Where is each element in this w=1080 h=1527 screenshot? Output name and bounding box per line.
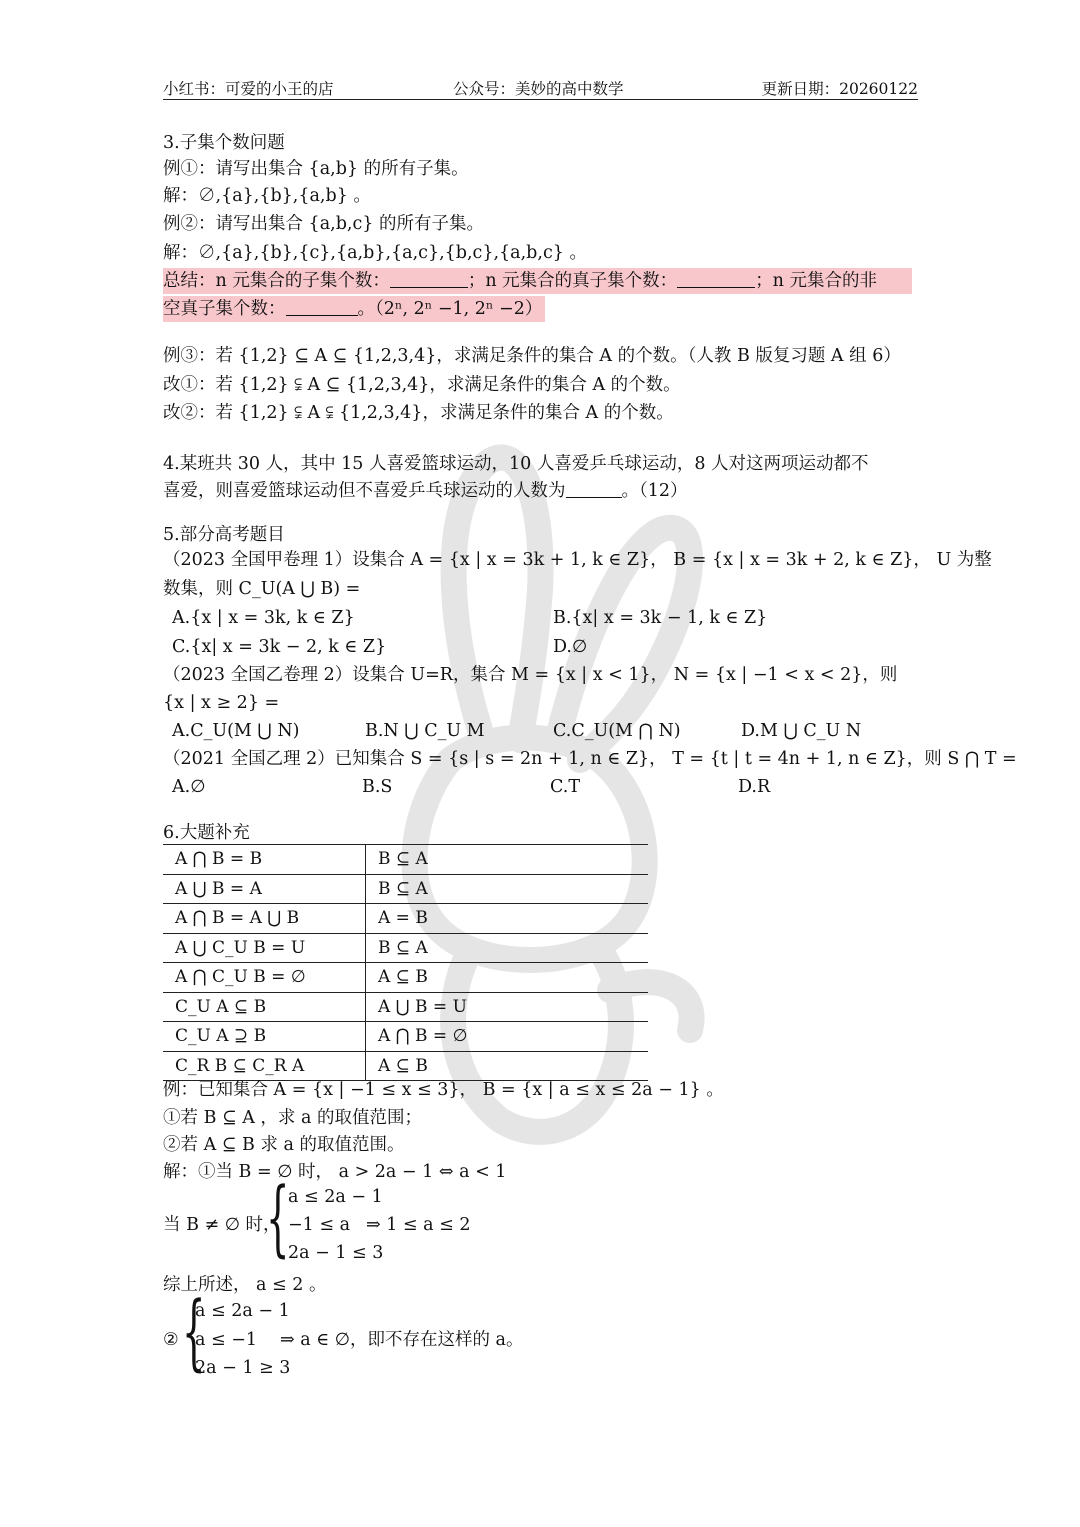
relation-condition: A ⋃ B = A [163,874,366,904]
solution-2-prefix: 当 B ≠ ∅ 时， [163,1215,281,1235]
system-2-eq-1: a ≤ 2a − 1 [195,1301,290,1321]
solution-1: 解：①当 B = ∅ 时， a > 2a − 1 ⇔ a < 1 [163,1162,507,1182]
variant-1: 改①：若 {1,2} ⫋ A ⊆ {1,2,3,4}，求满足条件的集合 A 的个数。 [163,375,681,395]
relation-row [163,874,648,904]
relation-equivalent: B ⊆ A [366,874,649,904]
blank-proper-subset-count [677,269,755,288]
example-1-solution: 解：∅,{a},{b},{a,b} 。 [163,186,371,206]
system-1-eq-3: 2a − 1 ≤ 3 [288,1243,384,1263]
q2-option-b: B.N ⋃ C_U M [365,721,485,741]
q3-option-c: C.T [550,777,581,797]
system-2-result: ⇒ a ∈ ∅，即不存在这样的 a。 [280,1330,524,1350]
relation-condition: C_U A ⊇ B [163,1022,366,1052]
relation-condition: A ⋃ C_U B = U [163,933,366,963]
variant-2: 改②：若 {1,2} ⫋ A ⫋ {1,2,3,4}，求满足条件的集合 A 的个数。 [163,403,674,423]
blank-nonempty-proper-count [286,297,358,316]
q3-option-b: B.S [362,777,393,797]
blank-problem-4 [566,479,622,498]
relation-row [163,1022,648,1052]
relation-condition: C_R B ⊆ C_R A [163,1051,366,1081]
problem-4-answer: 。（12） [621,481,688,501]
relation-row [163,992,648,1022]
q3-option-d: D.R [738,777,771,797]
problem-4-line-2 [163,478,688,504]
brace-system-2: { [182,1285,206,1380]
q3-line-1: （2021 全国乙理 2）已知集合 S = {s | s = 2n + 1, n ∈ Z}， T = {t | t = 4n + 1, n ∈ Z}，则 S ⋂ T = [163,749,1017,769]
section3-title: 3.子集个数问题 [163,133,285,153]
conclusion: 综上所述， a ≤ 2 。 [163,1275,327,1295]
q3-option-a: A.∅ [172,777,206,797]
q2-option-a: A.C_U(M ⋃ N) [172,721,300,741]
relation-equivalent: A ⋃ B = U [366,992,649,1022]
relation-equivalent: B ⊆ A [366,845,649,875]
brace-system-1: { [266,1171,290,1266]
summary-text-d: 空真子集个数： [163,299,286,319]
relation-row [163,845,648,875]
example-3: 例③：若 {1,2} ⊆ A ⊆ {1,2,3,4}，求满足条件的集合 A 的个数。（人教 B 版复习题 A 组 6） [163,346,901,366]
problem-4-line-1: 4.某班共 30 人，其中 15 人喜爱篮球运动，10 人喜爱乒乓球运动，8 人对这两项运动都不 [163,454,869,474]
solution-3-prefix: ② [163,1330,179,1350]
q2-line-2: {x | x ≥ 2} = [163,693,280,713]
relation-condition: C_U A ⊆ B [163,992,366,1022]
summary-text-b: ；n 元集合的真子集个数： [467,271,678,291]
section6-title: 6.大题补充 [163,823,250,843]
relation-equivalent: B ⊆ A [366,933,649,963]
relation-row [163,933,648,963]
summary-text-c: ；n 元集合的非 [755,271,878,291]
q1-line-2: 数集，则 C_U(A ⋃ B) = [163,579,361,599]
relation-equivalent: A ⊆ B [366,963,649,993]
relation-condition: A ⋂ B = A ⋃ B [163,904,366,934]
example-2-solution: 解：∅,{a},{b},{c},{a,b},{a,c},{b,c},{a,b,c} 。 [163,243,587,263]
relation-equivalent: A ⊆ B [366,1051,649,1081]
question-2: ②若 A ⊆ B 求 a 的取值范围。 [163,1135,405,1155]
q1-option-a: A.{x | x = 3k, k ∈ Z} [172,608,355,628]
system-1-eq-2: −1 ≤ a [288,1215,351,1235]
header-center: 公众号：美妙的高中数学 [453,80,624,98]
relation-row [163,904,648,934]
relation-equivalent: A ⋂ B = ∅ [366,1022,649,1052]
problem-4-text: 喜爱，则喜爱篮球运动但不喜爱乒乓球运动的人数为 [163,481,566,501]
blank-subset-count [390,269,468,288]
q2-option-c: C.C_U(M ⋂ N) [553,721,681,741]
summary-text-e: 。（2ⁿ, 2ⁿ −1, 2ⁿ −2） [357,299,543,319]
example-2: 例②：请写出集合 {a,b,c} 的所有子集。 [163,214,484,234]
relation-condition: A ⋂ C_U B = ∅ [163,963,366,993]
question-1: ①若 B ⊆ A ，求 a 的取值范围； [163,1108,422,1128]
system-1-eq-1: a ≤ 2a − 1 [288,1187,383,1207]
header-right: 更新日期：20260122 [761,80,918,98]
example-sets: 例：已知集合 A = {x | −1 ≤ x ≤ 3}， B = {x | a ≤ x ≤ 2a − 1} 。 [163,1080,724,1100]
page-header [163,77,918,100]
q1-option-d: D.∅ [553,637,588,657]
relation-equivalent: A = B [366,904,649,934]
section5-title: 5.部分高考题目 [163,525,285,545]
system-2-eq-2: a ≤ −1 [195,1330,258,1350]
q1-option-b: B.{x| x = 3k − 1, k ∈ Z} [553,608,768,628]
relation-condition: A ⋂ B = B [163,845,366,875]
q1-line-1: （2023 全国甲卷理 1）设集合 A = {x | x = 3k + 1, k ∈ Z}， B = {x | x = 3k + 2, k ∈ Z}， U 为整 [163,550,992,570]
system-2-eq-3: 2a − 1 ≥ 3 [195,1358,291,1378]
example-1: 例①：请写出集合 {a,b} 的所有子集。 [163,159,469,179]
q2-option-d: D.M ⋃ C_U N [741,721,862,741]
summary-text-a: 总结：n 元集合的子集个数： [163,271,390,291]
q1-option-c: C.{x| x = 3k − 2, k ∈ Z} [172,637,387,657]
summary-line-2 [163,296,545,322]
relation-row [163,963,648,993]
header-left: 小红书：可爱的小王的店 [163,80,334,98]
set-relations-table [163,844,648,1081]
system-1-result: ⇒ 1 ≤ a ≤ 2 [366,1215,471,1235]
q2-line-1: （2023 全国乙卷理 2）设集合 U=R，集合 M = {x | x < 1}， N = {x | −1 < x < 2}，则 [163,665,898,685]
summary-line-1 [163,268,912,294]
